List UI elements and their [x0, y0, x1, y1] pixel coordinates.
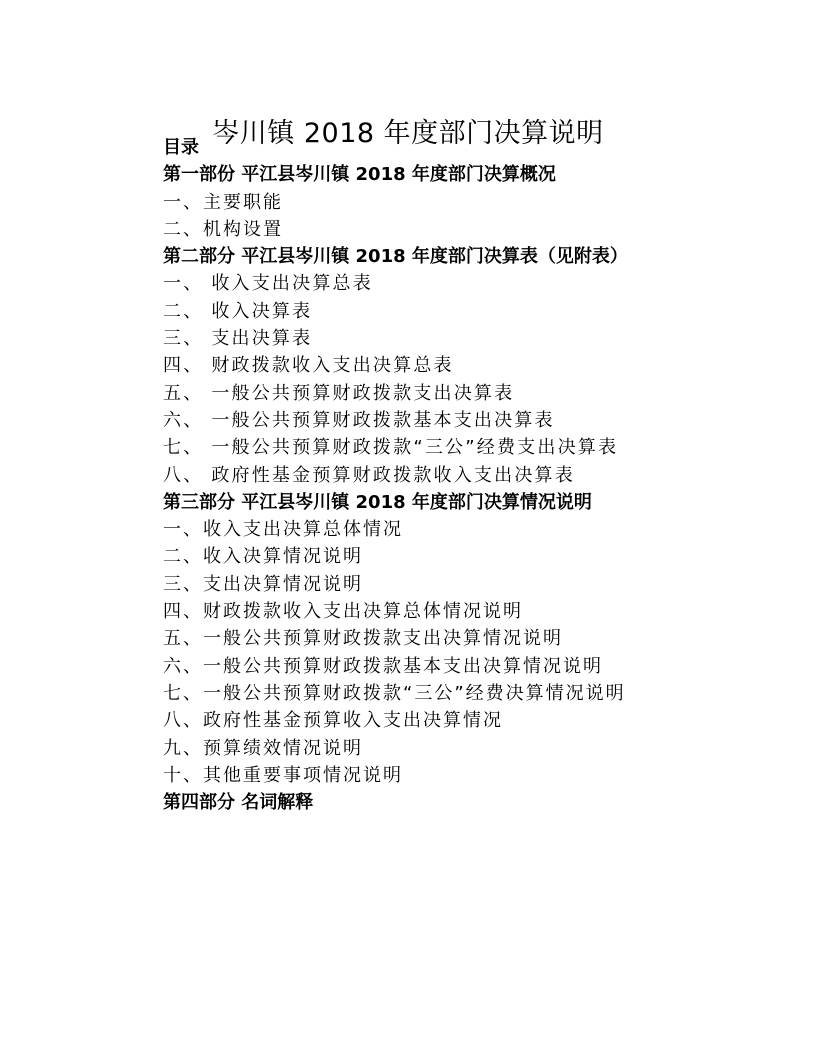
part1-item: 二、机构设置 [163, 218, 283, 240]
part3-item: 八、政府性基金预算收入支出决算情况 [163, 710, 503, 732]
part2-item: 八、 政府性基金预算财政拨款收入支出决算表 [163, 464, 575, 486]
part3-item: 九、预算绩效情况说明 [163, 737, 363, 759]
table-of-contents [163, 134, 763, 816]
part3-item: 十、其他重要事项情况说明 [163, 764, 403, 786]
part2-item: 四、 财政拨款收入支出决算总表 [163, 355, 454, 377]
part3-item: 二、收入决算情况说明 [163, 546, 363, 568]
part4-heading: 第四部分 名词解释 [163, 792, 314, 814]
part3-item: 六、一般公共预算财政拨款基本支出决算情况说明 [163, 655, 603, 677]
part3-item: 七、一般公共预算财政拨款“三公”经费决算情况说明 [163, 682, 626, 704]
document-title: 岑川镇 2018 年度部门决算说明 [212, 118, 604, 150]
part1-heading: 第一部份 平江县岑川镇 2018 年度部门决算概况 [163, 164, 556, 186]
part2-item: 七、 一般公共预算财政拨款“三公”经费支出决算表 [163, 437, 619, 459]
part3-item: 三、支出决算情况说明 [163, 573, 363, 595]
part3-item: 五、一般公共预算财政拨款支出决算情况说明 [163, 628, 563, 650]
part3-item: 四、财政拨款收入支出决算总体情况说明 [163, 601, 523, 623]
toc-label: 目录 [163, 137, 199, 158]
part2-heading: 第二部分 平江县岑川镇 2018 年度部门决算表（见附表） [163, 246, 628, 268]
part2-item: 三、 支出决算表 [163, 328, 313, 350]
part3-item: 一、收入支出决算总体情况 [163, 519, 403, 541]
part3-heading: 第三部分 平江县岑川镇 2018 年度部门决算情况说明 [163, 491, 592, 513]
part2-item: 六、 一般公共预算财政拨款基本支出决算表 [163, 409, 555, 431]
part2-item: 五、 一般公共预算财政拨款支出决算表 [163, 382, 515, 404]
part2-item: 二、 收入决算表 [163, 300, 313, 322]
part2-item: 一、 收入支出决算总表 [163, 273, 373, 295]
part1-item: 一、主要职能 [163, 191, 283, 213]
